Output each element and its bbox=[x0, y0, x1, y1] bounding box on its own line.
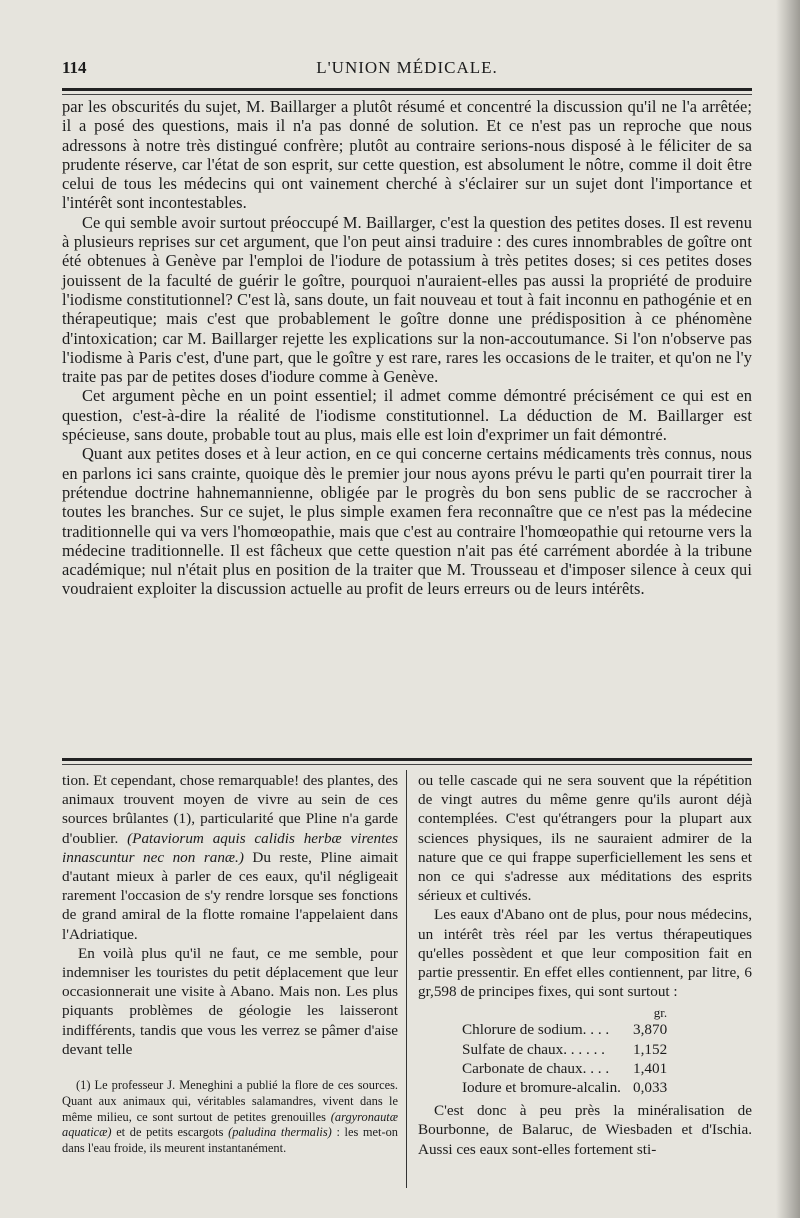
species-name: (paludina thermalis) bbox=[228, 1125, 332, 1140]
page-number: 114 bbox=[62, 58, 87, 77]
mineral-name: Iodure et bromure-alcalin. bbox=[462, 1079, 621, 1097]
text-run: et de petits escargots bbox=[111, 1125, 229, 1140]
column-divider bbox=[406, 770, 407, 1188]
table-row bbox=[462, 1040, 667, 1059]
mineral-composition-table bbox=[462, 1005, 667, 1097]
main-article-text bbox=[62, 97, 752, 599]
paragraph: En voilà plus qu'il ne faut, ce me semble, pour indemniser les touristes du petit déplacement que leur occasionnerait une visite à Abano. Mais non. Les plus piquants problèmes de géologie les laisseront indifférents, tandis que vous les verrez se pâmer d'aise devant telle bbox=[62, 944, 398, 1058]
paragraph: Ce qui semble avoir surtout préoccupé M. Baillarger, c'est la question des petites doses. Il est revenu à plusieurs reprises sur cet argument, que l'on peut ainsi traduire : des cures innombrables de goître ont été obtenues à Genève par l'emploi de l'iodure de potassium à très petites doses; si ces petites doses jouissent de la faculté de guérir le goître, pourquoi n'auraient-elles pas aussi la propriété de produire l'iodisme constitutionnel? C'est là, sans doute, un fait nouveau et tout à fait inconnu en pathogénie et en thérapeutique; mais c'est que probablement le goître donne une prédisposition à ce phénomène d'intoxication; car M. Baillarger rejette les explications sur la non-accoutumance. Si l'on n'observe pas l'iodisme à Paris c'est, d'une part, que le goître y est rare, rares les occasions de le traiter, et qu'on ne l'y traite pas par de petites doses d'iodure comme à Genève. bbox=[62, 212, 752, 387]
mineral-name: Carbonate de chaux. . . . bbox=[462, 1059, 610, 1077]
species-name: (argyronautæ aquaticæ) bbox=[62, 1109, 398, 1140]
feuilleton-rule-thin bbox=[62, 764, 752, 765]
mineral-value: 1,152 bbox=[632, 1040, 668, 1058]
text-run: Du reste, Pline aimait d'autant mieux à parler de ces eaux, qu'il négligeait rarement l'occasion de s'y rendre lorsque ses fonctions de grand amiral de la flotte romaine l'appelaient dans l'Adriatique. bbox=[62, 848, 398, 943]
feuilleton-right-column bbox=[418, 771, 752, 1159]
table-row bbox=[462, 1059, 667, 1078]
mineral-value: 0,033 bbox=[632, 1079, 668, 1097]
feuilleton-left-column bbox=[62, 771, 398, 1059]
table-row bbox=[462, 1078, 667, 1097]
paragraph: par les obscurités du sujet, M. Baillarger a plutôt résumé et concentré la discussion qu'il ne l'a arrêtée; il a posé des questions, mais il n'a pas donné de solution. Et ce n'est pas un reproche que nous adressons à notre très distingué confrère; plutôt au contraire serions-nous disposé à le féliciter de sa prudente réserve, car l'état de son esprit, sur cette question, est absolument le nôtre, comme il doit être celui de tous les médecins qui ont vainement cherché à s'éclairer sur un sujet dont l'importance et l'intérêt sont incontestables. bbox=[62, 97, 752, 213]
paragraph: Quant aux petites doses et à leur action, en ce qui concerne certains médicaments très connus, nous en parlons ici sans crainte, quoique dès le premier jour nous ayons prévu le parti qu'en pourrait tirer la prétendue doctrine hahnemannienne, obligée par le progrès du bon sens public de se raccrocher à toutes les branches. Sur ce sujet, le plus simple examen fera reconnaître que ce n'est pas la médecine traditionnelle qui va vers l'homœopathie, mais que c'est au contraire l'homœopathie qui retourne vers la médecine traditionnelle. Il est fâcheux que cette question n'ait pas été carrément abordée à la tribune académique; nul n'était plus en position de la traiter que M. Trousseau et d'imposer silence à ceux qui voudraient exploiter la discussion actuelle au profit de leurs erreurs ou de leurs intérêts. bbox=[62, 444, 752, 599]
unit-label: gr. bbox=[653, 1005, 668, 1021]
mineral-name: Chlorure de sodium. . . . bbox=[462, 1021, 610, 1039]
paragraph: Les eaux d'Abano ont de plus, pour nous médecins, un intérêt très réel par les vertus thérapeutiques qu'elles possèdent et que leur composition fait en partie pressentir. En effet elles contiennent, par litre, 6 gr,598 de principes fixes, qui sont surtout : bbox=[418, 906, 752, 1001]
page-edge-shadow bbox=[776, 0, 800, 1218]
feuilleton-rule bbox=[62, 758, 752, 761]
text-run: tion. Et cependant, chose remarquable! des plantes, des animaux trouvent moyen de vivre au sein de ces sources brûlantes (1), particularité que Pline n'a garde d'oublier. bbox=[62, 772, 398, 847]
page-header bbox=[62, 56, 752, 82]
mineral-name: Sulfate de chaux. . . . . . bbox=[462, 1040, 605, 1058]
text-run: (1) Le professeur J. Meneghini a publié la flore de ces sources. Quant aux animaux qui, véritables salamandres, vivent dans le même milieu, ce sont surtout de petites grenouilles bbox=[62, 1078, 398, 1124]
paragraph bbox=[62, 771, 398, 944]
paragraph: Cet argument pèche en un point essentiel; il admet comme démontré précisément ce qui est en question, c'est-à-dire la réalité de l'iodisme constitutionnel. La déduction de M. Baillarger est spécieuse, sans doute, probable tout au plus, mais elle est loin d'exprimer un fait démontré. bbox=[62, 386, 752, 445]
text-run: : les met-on dans l'eau froide, ils meurent instantanément. bbox=[62, 1125, 398, 1156]
footnote bbox=[62, 1078, 398, 1157]
footnote-text bbox=[62, 1078, 398, 1157]
paragraph: ou telle cascade qui ne sera souvent que la répétition de vingt autres du même genre qu'ils auront déjà contemplées. C'est qu'étrangers pour la plupart aux sciences physiques, ils ne sauraient admirer de la nature que ce qui frappe superficiellement les sens et non ce qui s'adresse aux méditations des esprits sérieux et cultivés. bbox=[418, 772, 752, 905]
mineral-value: 3,870 bbox=[632, 1021, 668, 1039]
mineral-value: 1,401 bbox=[632, 1059, 668, 1077]
paragraph: C'est donc à peu près la minéralisation de Bourbonne, de Balaruc, de Wiesbaden et d'Ischia. Aussi ces eaux sont-elles fortement sti- bbox=[418, 1102, 752, 1158]
table-row bbox=[462, 1020, 667, 1039]
header-rule-thin bbox=[62, 94, 752, 95]
latin-quote: (Pataviorum aquis calidis herbæ virentes innascuntur nec non ranæ.) bbox=[62, 829, 398, 866]
journal-title: L'UNION MÉDICALE. bbox=[316, 58, 498, 77]
header-rule bbox=[62, 88, 752, 91]
table-header-row bbox=[462, 1005, 667, 1020]
